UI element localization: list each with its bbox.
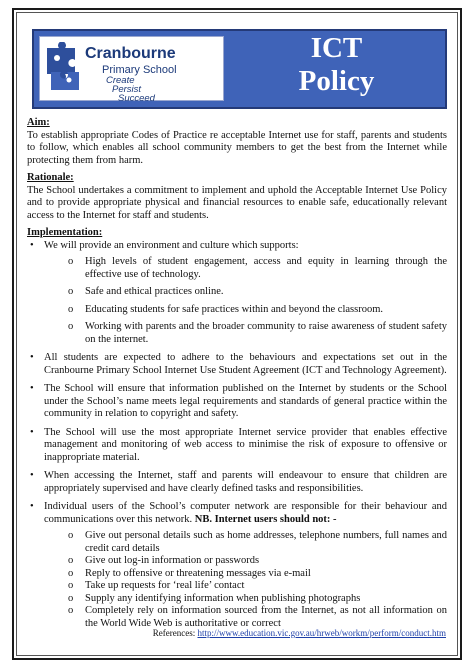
bullet-icon: • [30,239,34,251]
sub-list-item [44,555,447,568]
school-subtitle: Primary School [102,64,177,76]
list-item-text: The School will use the most appropriate Internet service provider that enables effective management and monitoring of web access to minimise the risk of exposure to offensive or inappropriate material. [44,426,447,463]
list-item [27,352,447,377]
title-line: ICT [310,32,363,64]
bullet-icon: • [30,383,34,394]
sub-list [44,530,447,630]
sub-list-item [44,593,447,606]
sub-list-item [44,580,447,593]
circle-bullet-icon: o [68,605,74,616]
sub-list-item [44,530,447,555]
circle-bullet-icon: o [68,567,74,579]
circle-bullet-icon: o [68,592,74,604]
circle-bullet-icon: o [68,555,74,566]
circle-bullet-icon: o [68,303,74,315]
circle-bullet-icon: o [68,530,74,541]
sub-item-text: Give out log-in information or passwords [85,555,260,566]
sub-item-text: Take up requests for ‘real life’ contact [85,580,245,591]
list-item-text: We will provide an environment and culture which supports: [44,239,299,251]
list-item-text: The School will ensure that information published on the Internet by students or the School under the School’s name meets legal requirements and standards of general practice within the community in relation to copyright and safety. [44,383,447,419]
rationale-section [27,172,447,222]
sub-item-text: Educating students for safe practices within and beyond the classroom. [85,303,383,315]
nb-note: NB. Internet users should not: - [194,513,337,525]
sub-list-item [44,286,447,299]
aim-heading: Aim: [27,117,50,128]
sub-item-text: High levels of student engagement, access and equity in learning through the effective use of technology. [85,256,447,280]
bullet-icon: • [30,426,34,438]
list-item [27,383,447,421]
list-item-text: When accessing the Internet, staff and parents will endeavour to ensure that children are appropriately supervised and have clearly defined tasks and responsibilities. [44,470,447,494]
bullet-icon: • [30,501,34,512]
list-item [27,240,447,347]
reference-link[interactable]: http://www.education.vic.gov.au/hrweb/workm/perform/conduct.htm [197,628,446,638]
motto-word: Create [106,75,135,86]
rationale-text: The School undertakes a commitment to implement and uphold the Acceptable Internet Use Policy and to provide appropriate physical and financial resources to enable safe, educationally relevant access to the Internet for staff and students. [27,184,447,221]
motto-word: Persist [112,84,142,95]
bullet-icon: • [30,470,34,481]
circle-bullet-icon: o [68,580,74,591]
circle-bullet-icon: o [68,256,74,267]
sub-item-text: Give out personal details such as home addresses, telephone numbers, full names and credit card details [85,530,447,554]
sub-item-text: Working with parents and the broader community to raise awareness of student safety on the internet. [85,321,447,345]
sub-list-item [44,568,447,581]
circle-bullet-icon: o [68,286,74,297]
title-line: Policy [298,65,375,97]
list-item-text: All students are expected to adhere to the behaviours and expectations set out in the Cranbourne Primary School Internet Use Student Agreement (ICT and Technology Agreement). [44,352,447,376]
sub-item-text: Safe and ethical practices online. [85,286,224,297]
motto-word: Succeed [118,93,155,104]
rationale-heading: Rationale: [27,172,74,183]
sub-list-item [44,321,447,346]
aim-section [27,117,447,167]
sub-list [44,256,447,346]
school-logo [39,36,224,104]
document-title [234,32,439,98]
bullet-icon: • [30,352,34,363]
list-item [27,470,447,495]
school-name: Cranbourne [85,45,176,62]
sub-item-text: Supply any identifying information when publishing photographs [85,592,361,604]
list-item-text: Individual users of the School’s computer network are responsible for their behaviour and communications over this network. [44,501,447,525]
puzzle-logo-icon [43,42,87,96]
sub-item-text: Completely rely on information sourced from the Internet, as not all information on the World Wide Web is authoritative or correct [85,605,447,629]
implementation-list [27,240,447,631]
school-motto [106,76,155,103]
implementation-section [27,227,447,630]
references-label: References: [152,628,196,638]
sub-list-item [44,256,447,281]
aim-text: To establish appropriate Codes of Practice re acceptable Internet use for staff, parents and students to follow, which enables all school community members to get the best from the Internet while protecting them from harm. [27,129,447,166]
implementation-heading: Implementation: [27,227,103,238]
circle-bullet-icon: o [68,321,74,332]
sub-item-text: Reply to offensive or threatening messages via e-mail [85,567,311,579]
policy-body [27,117,447,636]
list-item [27,501,447,630]
sub-list-item [44,304,447,317]
references-footer [153,628,446,638]
sub-list-item [44,605,447,630]
list-item [27,427,447,465]
